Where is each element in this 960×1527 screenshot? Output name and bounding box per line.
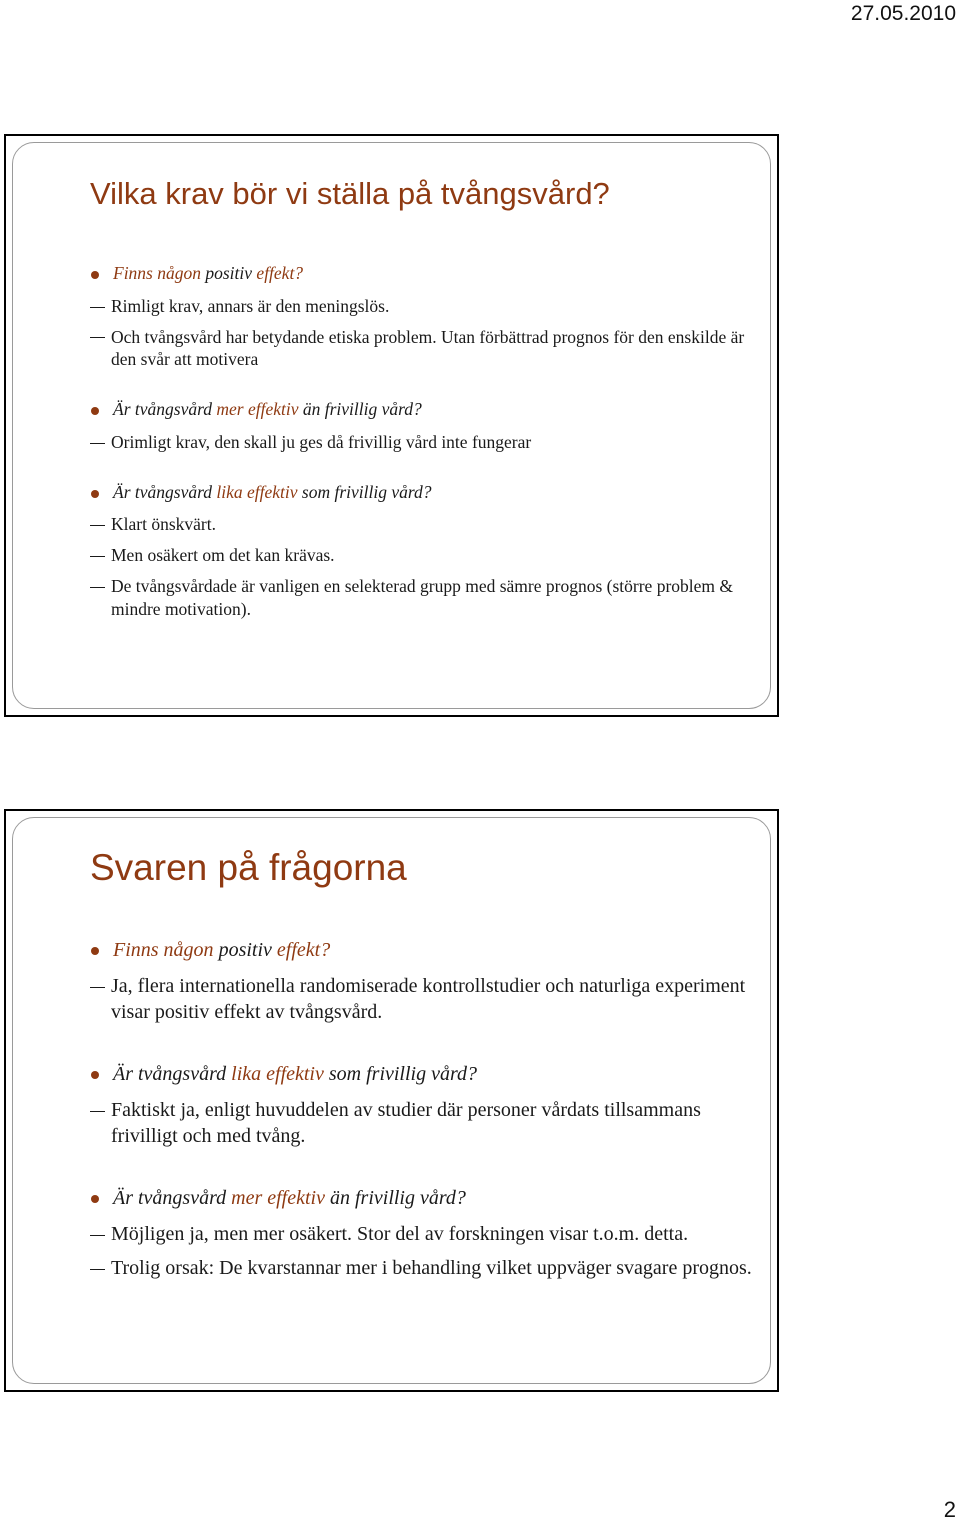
slide-2-content — [90, 937, 755, 1281]
dash-item: Orimligt krav, den skall ju ges då frivillig vård inte fungerar — [90, 431, 755, 454]
dash-item: Klart önskvärt. — [90, 513, 755, 536]
dash-item: Rimligt krav, annars är den meningslös. — [90, 295, 755, 318]
bullet-text-accent: effekt? — [256, 263, 304, 283]
bullet-text: Är tvångsvård — [113, 1063, 232, 1085]
bullet-item — [90, 481, 755, 504]
bullet-text-accent: mer effektiv — [231, 1187, 325, 1209]
bullet-text: Är tvångsvård — [113, 399, 217, 419]
dash-item: Ja, flera internationella randomiserade kontrollstudier och naturliga experiment visar positiv effekt av tvångsvård. — [90, 973, 755, 1025]
bullet-text-accent: lika effektiv — [216, 481, 298, 502]
bullet-item — [90, 937, 755, 963]
bullet-item — [90, 1185, 755, 1211]
bullet-item — [90, 1061, 755, 1087]
page-date: 27.05.2010 — [850, 2, 956, 25]
slide-2-title: Svaren på frågorna — [90, 847, 407, 888]
bullet-text: positiv — [201, 263, 257, 283]
dash-item: Och tvångsvård har betydande etiska problem. Utan förbättrad prognos för den enskilde är den svår att motivera — [90, 326, 755, 372]
slide-1-title: Vilka krav bör vi ställa på tvångsvård? — [90, 176, 610, 211]
bullet-text-accent: mer effektiv — [216, 399, 299, 419]
bullet-item — [90, 262, 755, 285]
bullet-text: än frivillig vård? — [298, 399, 422, 419]
bullet-text: positiv — [213, 939, 277, 961]
slide-1-content — [90, 262, 755, 620]
bullet-text-accent: Finns någon — [113, 939, 214, 961]
dash-item: Faktiskt ja, enligt huvuddelen av studier där personer vårdats tillsammans frivilligt och med tvång. — [90, 1097, 755, 1149]
dash-item: De tvångsvårdade är vanligen en selekterad grupp med sämre prognos (större problem & mindre motivation). — [90, 575, 755, 621]
bullet-text: Är tvångsvård — [113, 481, 217, 502]
bullet-text-accent: lika effektiv — [231, 1063, 324, 1085]
bullet-text-accent: Finns någon — [113, 263, 201, 283]
page-number: 2 — [943, 1497, 956, 1522]
bullet-text: som frivillig vård? — [323, 1063, 478, 1085]
dash-item: Men osäkert om det kan krävas. — [90, 544, 755, 567]
bullet-item — [90, 398, 755, 421]
slide-2 — [4, 809, 779, 1392]
bullet-text: Är tvångsvård — [113, 1187, 232, 1209]
dash-item: Möjligen ja, men mer osäkert. Stor del av forskningen visar t.o.m. detta. — [90, 1221, 755, 1247]
dash-item: Trolig orsak: De kvarstannar mer i behandling vilket uppväger svagare prognos. — [90, 1255, 755, 1281]
slide-1 — [4, 134, 779, 717]
bullet-text-accent: effekt? — [276, 939, 331, 961]
bullet-text: som frivillig vård? — [297, 481, 432, 502]
bullet-text: än frivillig vård? — [324, 1187, 466, 1209]
